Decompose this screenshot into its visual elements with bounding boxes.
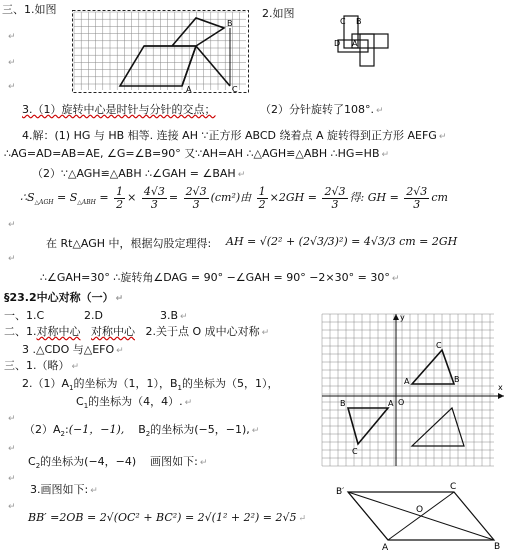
return-mark: ↵ [8,82,16,92]
item-4-pythagoras-text: 在 Rt△AGH 中，根据勾股定理得: [46,237,212,250]
para-label-o: O [416,505,424,515]
item-4-area-line: $\therefore S_{\triangle AGH} = S_{\triangle ABH}$ = $\frac{1}{2}$ × $\frac{4√3}{3}$ = $\frac{2√3}{3}$ (cm²)由 $\frac{1}{2}$ ×2GH = $\frac{2√3}{3}$ 得: GH = $\frac{2√3}{3}$ cm [20,185,448,211]
coord-line-1: $2.(1)A_1$的坐标为（1，1），$B_1$的坐标为（5，1）， [22,377,279,393]
rotation-grid-figure [72,10,252,96]
para-label-b: B [494,542,501,551]
rotation-rectangles-figure [334,10,398,68]
answer-row-3: 3 .△CDO 与△EFO ↵ [22,343,124,356]
para-label-bprime: B′ [336,487,345,497]
item-3-part-1: 3.（1）旋转中心是时针与分针的交点； [22,103,216,116]
tri1-label-b: B [454,375,460,384]
answer-row-1: 一、1.C [4,309,45,322]
fig2-label-c: C [340,17,346,26]
parallelogram-figure [334,480,510,551]
return-mark: ↵ [8,58,16,68]
fraction: $\frac{4√3}{3}$ [143,185,165,211]
answer-row-2: 二、1.对称中心 对称中心 2.关于点 O 成中心对称 ↵ [4,325,270,338]
fig2-label-a: A [352,39,358,48]
coord-line-4: $C_2$的坐标为(−4，−4) 画图如下: ↵ [28,455,208,471]
para-label-a: A [382,543,389,551]
fraction: $\frac{2√3}{3}$ [324,185,346,211]
para-label-c: C [450,482,457,492]
return-mark: ↵ [8,254,16,264]
return-mark: ↵ [8,474,16,484]
fig1-label-b: B [227,19,233,28]
tri1-label-a: A [404,377,410,386]
fraction: $\frac{2√3}{3}$ [406,185,428,211]
item-4-line-2: ∴AG=AD=AB=AE, ∠G=∠B=90° 又∵AH=AH ∴△AGH≌△ABH ∴HG=HB ↵ [4,147,390,160]
fig1-label-a: A [186,85,192,94]
coord-line-2: $C_1$的坐标为（4，4）. ↵ [76,395,193,411]
return-mark: ↵ [8,414,16,424]
coord-line-3: $(2)A_2:(-1$，−1), $B_2$的坐标为(−5，−1), ↵ [24,423,260,439]
item-4-angle-line: ∴∠GAH=30° ∴旋转角∠DAG = 90° −∠GAH = 90° −2×30° = 30° ↵ [40,271,400,284]
item-3-draw: 3.画图如下: ↵ [30,483,98,496]
item-4-pythagoras-formula: AH = √(2² + (2√3/3)²) = 4√3/3 cm = 2GH [226,235,458,248]
answer-row-1c: 3.B ↵ [160,309,188,322]
fig2-label-b: B [356,17,362,26]
answer-row-4: 三、1.（略） ↵ [4,359,80,372]
axis-x-label: x [498,383,503,392]
answer-row-1b: 2.D [84,309,103,322]
return-mark: ↵ [8,32,16,42]
bb-length-formula: BB′ =2OB = 2√(OC² + BC²) = 2√(1² + 2²) = 2√5 ↵ [28,511,307,524]
tri1-label-c: C [436,341,442,350]
problem-2-label: 2.如图 [262,7,295,20]
return-mark: ↵ [8,444,16,454]
item-4-line-3: （2）∵△AGH≌△ABH ∴∠GAH = ∠BAH ↵ [32,167,246,180]
fig2-label-d: D [334,39,341,48]
fraction: $\frac{1}{2}$ [258,185,266,211]
section-number: 三、1.如图 [2,3,57,16]
item-4-line-1: 4.解：(1) HG 与 HB 相等. 连接 AH ∵正方形 ABCD 绕着点 A 旋转得到正方形 AEFG ↵ [22,129,447,142]
central-symmetry-coordinate-grid [318,310,508,470]
item-3-part-2: （2）分针旋转了108°. ↵ [260,103,384,116]
tri2-label-c: C [352,447,358,456]
origin-label: O [398,398,405,407]
tri2-label-a: A [388,399,394,408]
return-mark: ↵ [8,502,16,512]
tri2-label-b: B [340,399,346,408]
fraction: $\frac{2√3}{3}$ [185,185,207,211]
axis-y-label: y [400,313,405,322]
return-mark: ↵ [8,220,16,230]
section-title: §23.2中心对称（一） ↵ [4,291,124,304]
fraction: $\frac{1}{2}$ [116,185,124,211]
fig1-label-c: C [232,85,238,94]
